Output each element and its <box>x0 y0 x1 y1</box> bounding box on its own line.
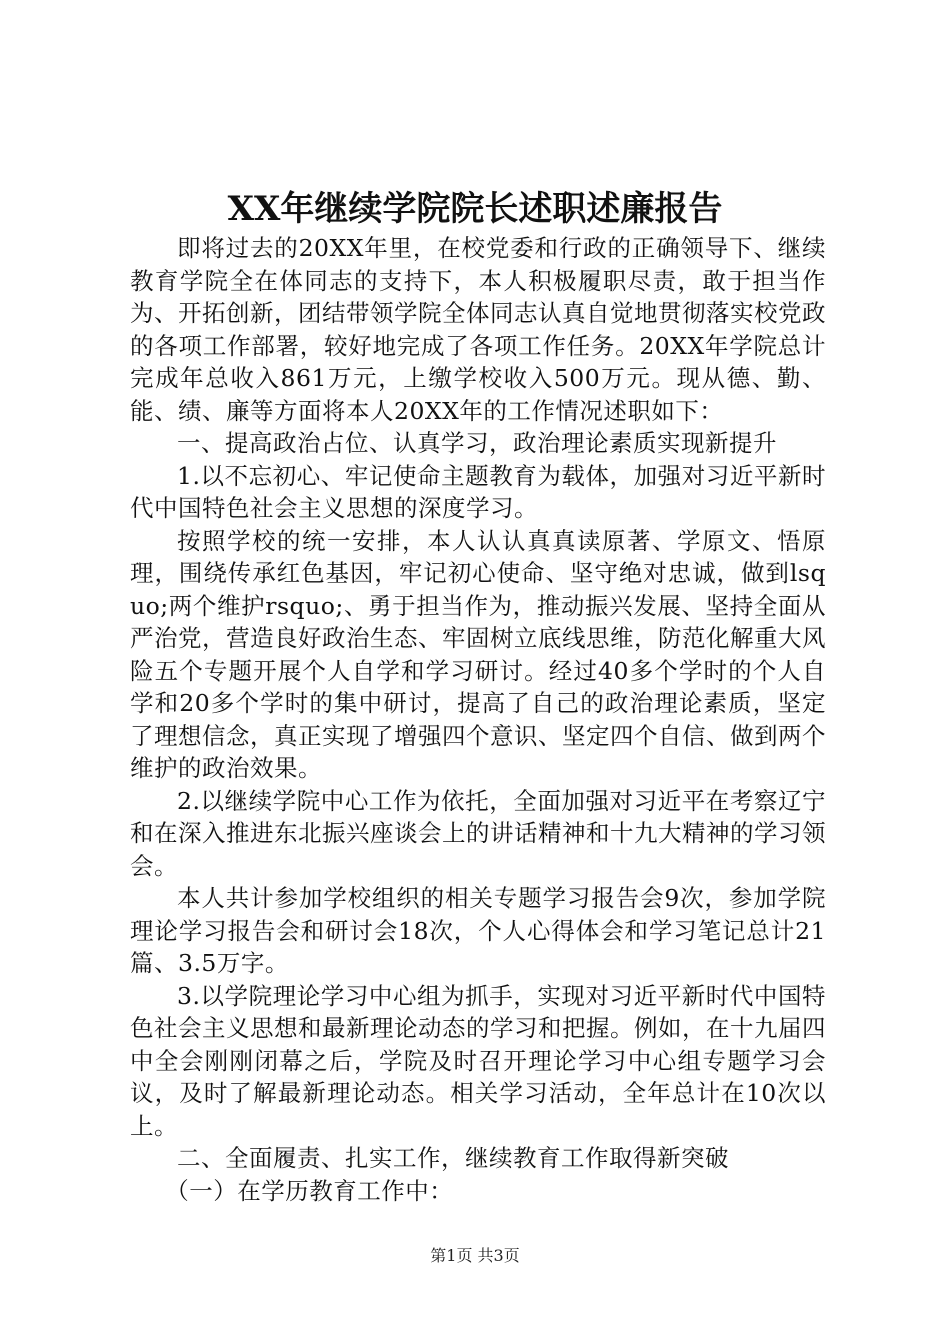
paragraph-intro: 即将过去的20XX年里，在校党委和行政的正确领导下、继续教育学院全在体同志的支持下，本人积极履职尽责，敢于担当作为、开拓创新，团结带领学院全体同志认真自觉地贯彻落实校党政的各项工作部署，较好地完成了各项工作任务。20XX年学院总计完成年总收入861万元，上缴学校收入500万元。现从德、勤、能、绩、廉等方面将本人20XX年的工作情况述职如下： <box>130 234 826 425</box>
item-2-body: 本人共计参加学校组织的相关专题学习报告会9次，参加学院理论学习报告会和研讨会18次，个人心得体会和学习笔记总计21篇、3.5万字。 <box>130 884 826 977</box>
section-heading-1: 一、提高政治占位、认真学习，政治理论素质实现新提升 <box>177 429 777 457</box>
item-1-body: 按照学校的统一安排，本人认认真真读原著、学原文、悟原理，围绕传承红色基因，牢记初心使命、坚守绝对忠诚，做到lsquo;两个维护rsquo;、勇于担当作为，推动振兴发展、坚持全面从严治党，营造良好政治生态、牢固树立底线思维，防范化解重大风险五个专题开展个人自学和学习研讨。经过40多个学时的个人自学和20多个学时的集中研讨，提高了自己的政治理论素质，坚定了理想信念，真正实现了增强四个意识、坚定四个自信、做到两个维护的政治效果。 <box>130 526 826 782</box>
page-footer: 第1页 共3页 <box>430 1246 520 1265</box>
item-1-heading: 1.以不忘初心、牢记使命主题教育为载体，加强对习近平新时代中国特色社会主义思想的深度学习。 <box>130 461 826 522</box>
subsection-heading-1: （一）在学历教育工作中： <box>165 1176 454 1205</box>
item-2-heading: 2.以继续学院中心工作为依托，全面加强对习近平在考察辽宁和在深入推进东北振兴座谈会上的讲话精神和十九大精神的学习领会。 <box>130 786 826 880</box>
item-3-paragraph: 3.以学院理论学习中心组为抓手，实现对习近平新时代中国特色社会主义思想和最新理论动态的学习和把握。例如，在十九届四中全会刚刚闭幕之后，学院及时召开理论学习中心组专题学习会议，及时了解最新理论动态。相关学习活动，全年总计在10次以上。 <box>130 981 826 1140</box>
document-title: XX年继续学院院长述职述廉报告 <box>227 189 723 229</box>
section-heading-2: 二、全面履责、扎实工作，继续教育工作取得新突破 <box>177 1144 729 1172</box>
document-body <box>130 232 826 1207</box>
